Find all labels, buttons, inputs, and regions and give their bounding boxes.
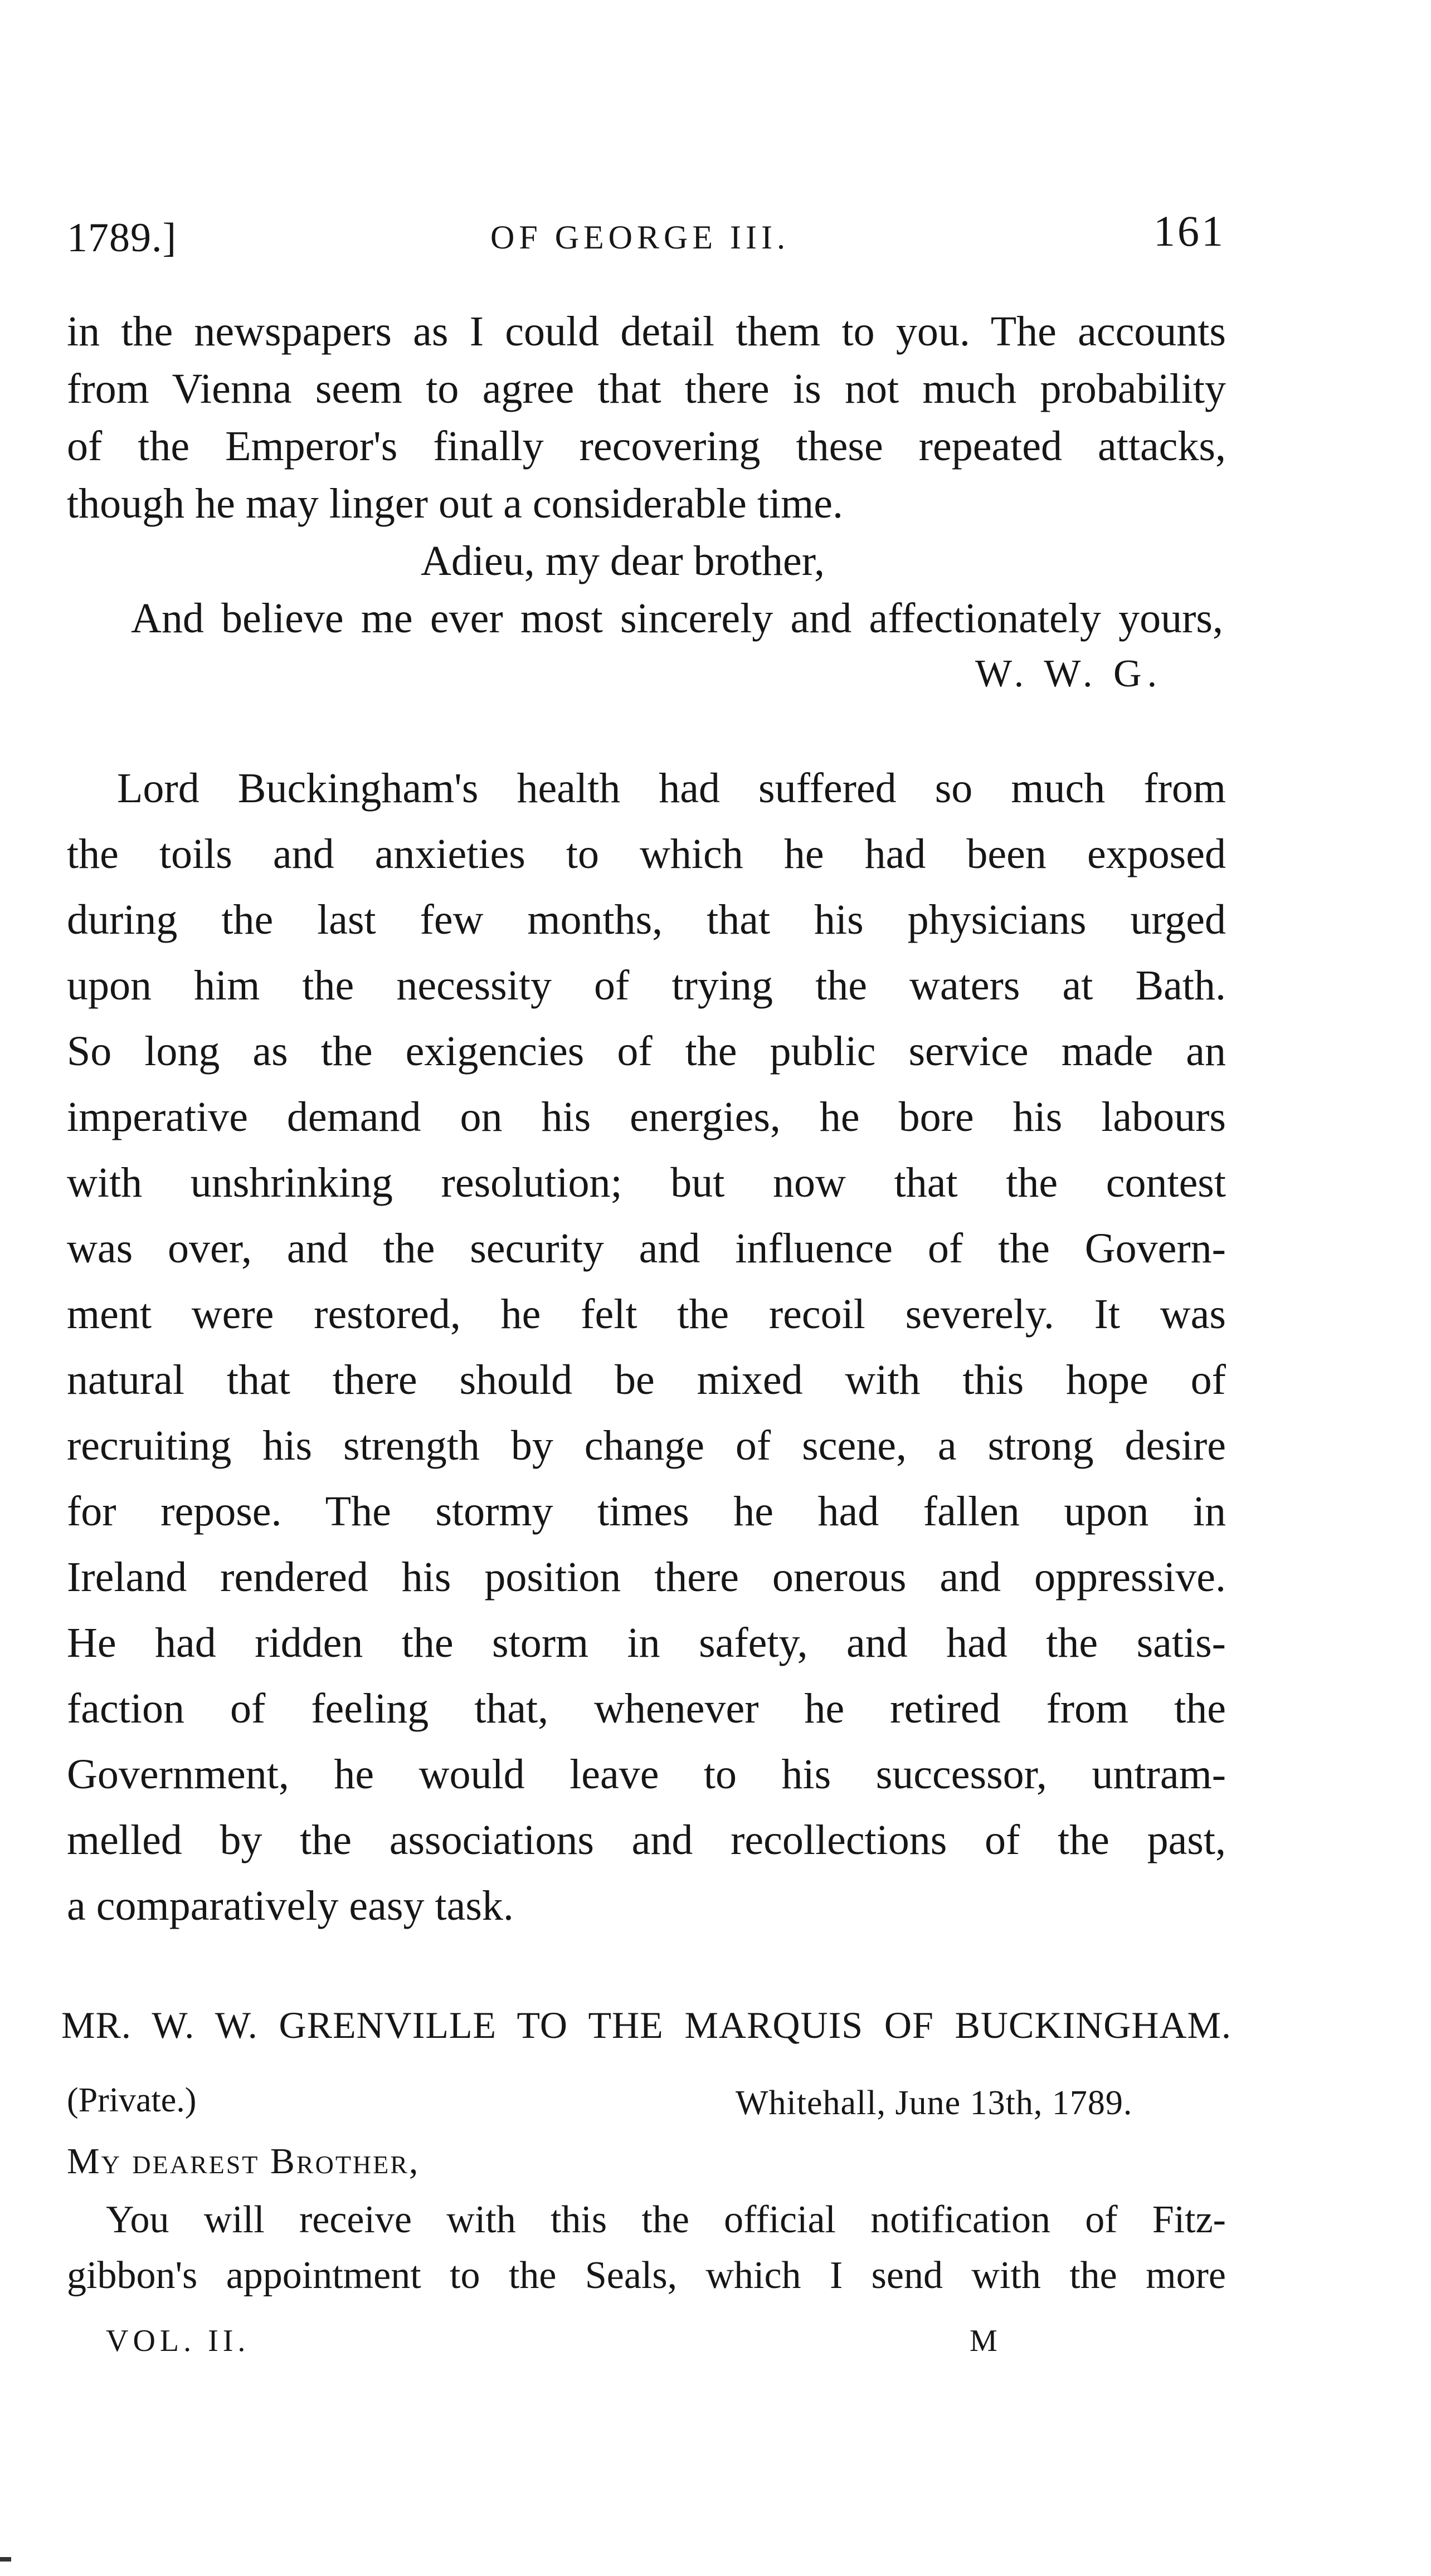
letter-text-line: You will receive with this the official notification of Fitz- xyxy=(106,2198,1226,2241)
valediction: Adieu, my dear brother, xyxy=(421,538,825,584)
paragraph-line: the toils and anxieties to which he had been exposed xyxy=(67,831,1226,877)
paragraph-line: with unshrinking resolution; but now that the contest xyxy=(67,1159,1226,1206)
private-note: (Private.) xyxy=(67,2081,197,2119)
paragraph-line: a comparatively easy task. xyxy=(67,1882,514,1929)
paragraph-line: So long as the exigencies of the public service made an xyxy=(67,1028,1226,1075)
paragraph-line: upon him the necessity of trying the waters at Bath. xyxy=(67,962,1226,1009)
letter-text-line: though he may linger out a considerable time. xyxy=(67,480,843,527)
paragraph-line: was over, and the security and influence of the Govern- xyxy=(67,1225,1226,1272)
salutation: My dearest Brother, xyxy=(67,2141,420,2182)
letter-text-line: in the newspapers as I could detail them to you. The accounts xyxy=(67,308,1226,355)
paragraph-line: faction of feeling that, whenever he retired from the xyxy=(67,1685,1226,1732)
letter-text-line: from Vienna seem to agree that there is not much probability xyxy=(67,365,1226,412)
paragraph-line: Ireland rendered his position there onerous and oppressive. xyxy=(67,1554,1226,1601)
paragraph-line: He had ridden the storm in safety, and had the satis- xyxy=(67,1619,1226,1666)
paragraph-line: during the last few months, that his physicians urged xyxy=(67,896,1226,943)
paragraph-line: ment were restored, he felt the recoil severely. It was xyxy=(67,1291,1226,1338)
letter-heading: MR. W. W. GRENVILLE TO THE MARQUIS OF BUCKINGHAM. xyxy=(61,2004,1232,2046)
paragraph-line: Lord Buckingham's health had suffered so much from xyxy=(117,765,1226,812)
letter-text-line: gibbon's appointment to the Seals, which I send with the more xyxy=(67,2254,1226,2297)
running-head xyxy=(0,0,1431,290)
page-number: 161 xyxy=(1153,207,1225,255)
closing-line: And believe me ever most sincerely and affectionately yours, xyxy=(131,595,1223,642)
paragraph-line: natural that there should be mixed with this hope of xyxy=(67,1357,1226,1403)
running-head-year: 1789.] xyxy=(67,215,177,261)
paragraph-line: melled by the associations and recollections of the past, xyxy=(67,1817,1226,1863)
paragraph-line: Government, he would leave to his successor, untram- xyxy=(67,1751,1226,1798)
paragraph-line: for repose. The stormy times he had fallen upon in xyxy=(67,1488,1226,1535)
signature-mark: M xyxy=(970,2324,997,2358)
scan-speck xyxy=(0,2557,11,2562)
letter-text-line: of the Emperor's finally recovering these repeated attacks, xyxy=(67,423,1226,470)
paragraph-line: imperative demand on his energies, he bore his labours xyxy=(67,1094,1226,1140)
running-head-title: OF GEORGE III. xyxy=(490,219,790,256)
dateline: Whitehall, June 13th, 1789. xyxy=(736,2084,1133,2122)
signature: W. W. G. xyxy=(975,652,1163,695)
volume-mark: VOL. II. xyxy=(106,2324,250,2358)
paragraph-line: recruiting his strength by change of scene, a strong desire xyxy=(67,1422,1226,1469)
